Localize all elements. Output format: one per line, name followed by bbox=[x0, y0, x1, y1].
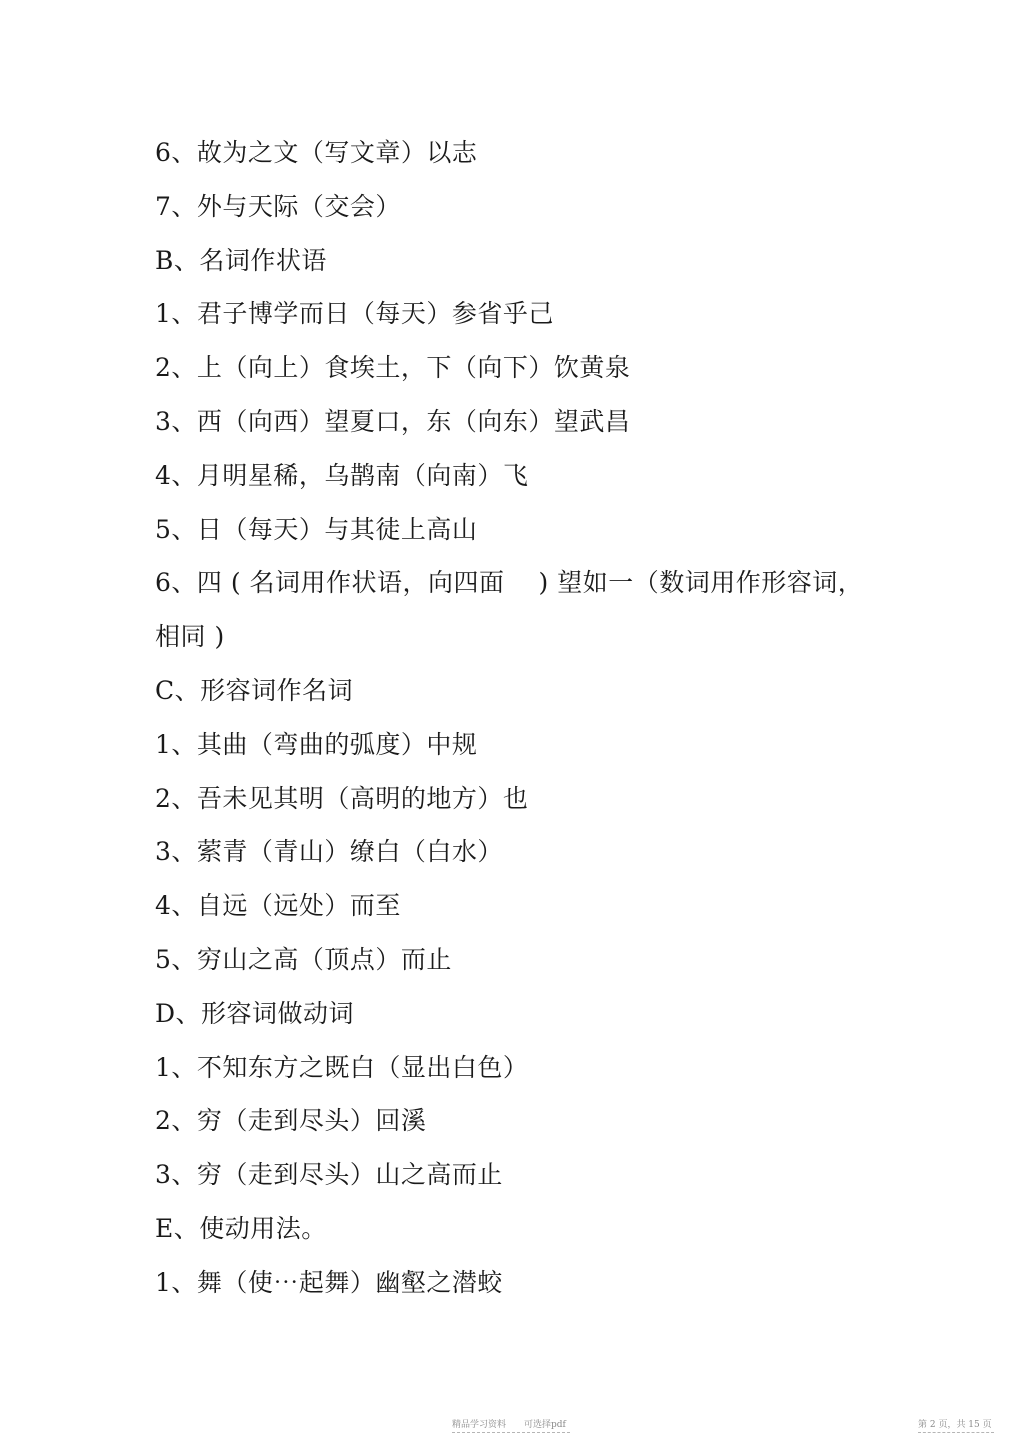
text-line: 1、舞（使⋯起舞）幽壑之潜蛟 bbox=[155, 1267, 503, 1297]
text-line: 3、萦青（青山）缭白（白水） bbox=[155, 837, 503, 867]
text-line: 4、自远（远处）而至 bbox=[155, 891, 401, 921]
section-heading: B、名词作状语 bbox=[155, 245, 327, 275]
text-line: 1、其曲（弯曲的弧度）中规 bbox=[155, 729, 478, 759]
text-line: 6、四 ( 名词用作状语，向四面 ) 望如一（数词用作形容词， bbox=[155, 568, 864, 598]
page-number: 第 2 页，共 15 页 bbox=[918, 1420, 992, 1430]
text-line: 5、穷山之高（顶点）而止 bbox=[155, 944, 452, 974]
section-heading: E、使动用法。 bbox=[155, 1213, 327, 1243]
section-heading: C、形容词作名词 bbox=[155, 675, 354, 705]
text-line: 3、穷（走到尽头）山之高而止 bbox=[155, 1160, 503, 1190]
text-line: 4、月明星稀，乌鹊南（向南）飞 bbox=[155, 460, 529, 490]
footer-divider bbox=[918, 1432, 994, 1433]
text-line: 3、西（向西）望夏口，东（向东）望武昌 bbox=[155, 406, 631, 436]
section-heading: D、形容词做动词 bbox=[155, 998, 355, 1028]
text-line: 2、吾未见其明（高明的地方）也 bbox=[155, 783, 529, 813]
footer-divider bbox=[452, 1432, 570, 1433]
text-line: 相同 ) bbox=[155, 622, 225, 652]
text-line: 7、外与天际（交会） bbox=[155, 191, 401, 221]
footer-watermark: 精品学习资料 可选择pdf bbox=[452, 1420, 566, 1430]
text-line: 5、日（每天）与其徒上高山 bbox=[155, 514, 478, 544]
text-line: 1、君子博学而日（每天）参省乎己 bbox=[155, 299, 554, 329]
text-line: 1、不知东方之既白（显出白色） bbox=[155, 1052, 529, 1082]
document-body bbox=[155, 126, 864, 1310]
text-line: 6、故为之文（写文章）以志 bbox=[155, 138, 478, 167]
text-line: 2、穷（走到尽头）回溪 bbox=[155, 1106, 427, 1136]
text-line: 2、上（向上）食埃土，下（向下）饮黄泉 bbox=[155, 353, 631, 383]
